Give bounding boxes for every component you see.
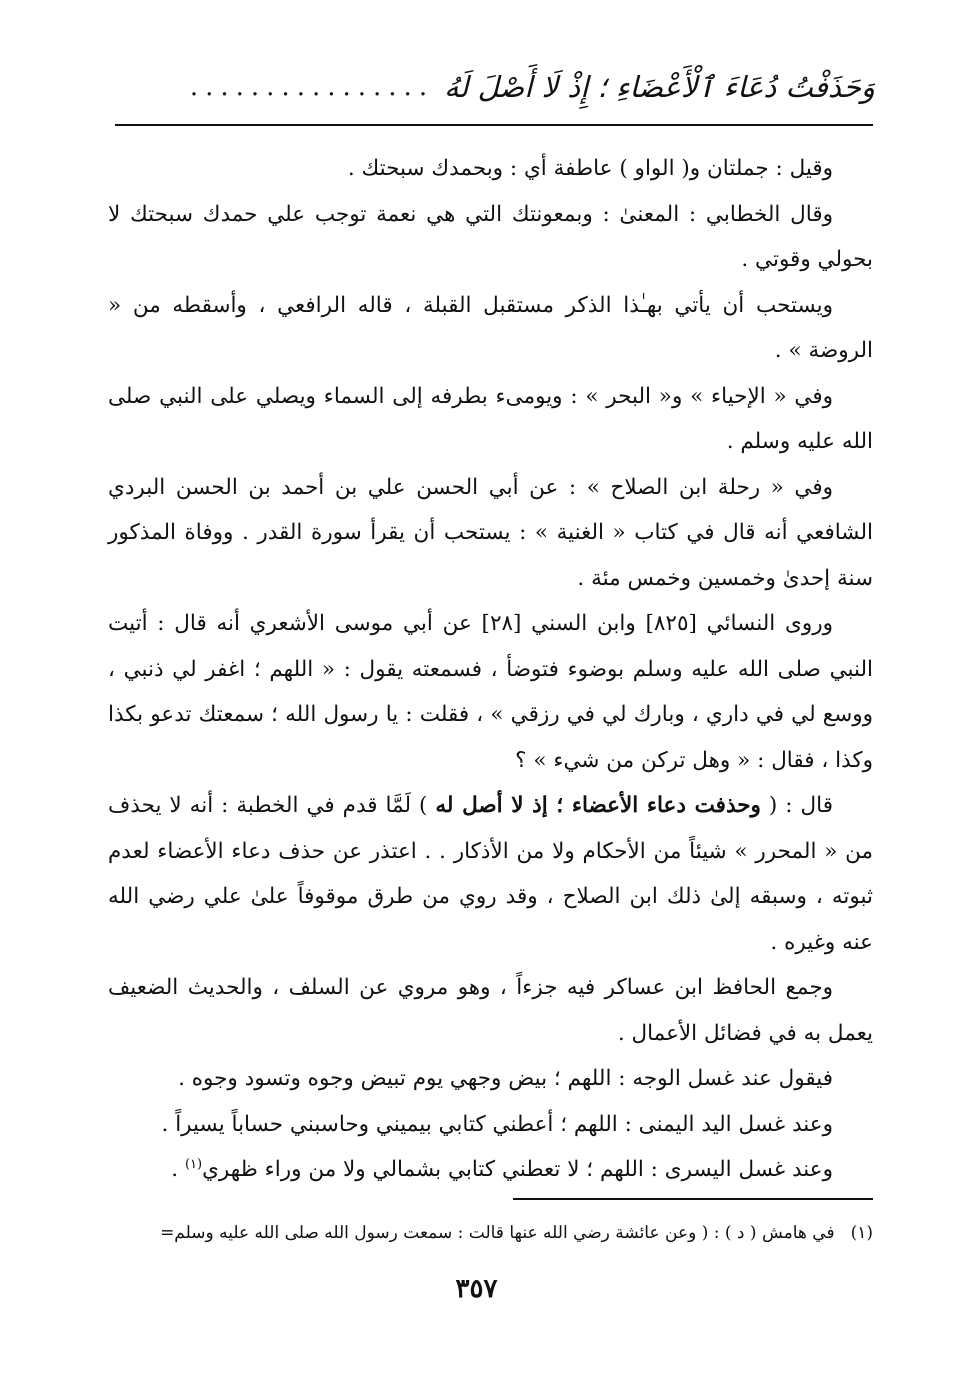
paragraph-8: وجمع الحافظ ابن عساكر فيه جزءاً ، وهو مروي عن السلف ، والحديث الضعيف يعمل به في فضائل الأعمال . — [108, 975, 873, 1046]
paragraph-4: وفي « الإحياء » و« البحر » : ويومىء بطرفه إلى السماء ويصلي على النبي صلى الله عليه وسلم . — [108, 383, 873, 454]
paragraph-3: ويستحب أن يأتي بهـٰذا الذكر مستقبل القبلة ، قاله الرافعي ، وأسقطه من « الروضة » . — [108, 292, 873, 363]
footnote — [83, 1220, 873, 1246]
footnote-ref[interactable]: (١) — [184, 1156, 203, 1172]
dua-left-end: . — [171, 1157, 185, 1182]
matn-quote: وحذفت دعاء الأعضاء ؛ إذ لا أصل له — [435, 793, 761, 818]
paragraph-7 — [108, 783, 873, 965]
paragraph-5: وفي « رحلة ابن الصلاح » : عن أبي الحسن علي بن أحمد بن الحسن البردي الشافعي أنه قال في كتاب « الغنية » : يستحب أن يقرأ سورة القدر . ووفاة المذكور سنة إحدىٰ وخمسين وخمس مئة . — [108, 474, 873, 591]
header-rule — [115, 124, 873, 126]
page-number: ٣٥٧ — [455, 1274, 498, 1304]
header-title: وَحَذَفْتُ دُعَاءَ ٱلْأَعْضَاءِ ؛ إِذْ لَا أَصْلَ لَهُ — [444, 70, 875, 104]
para7-rest: ) لَمَّا قدم في الخطبة : أنه لا يحذف من « المحرر » شيئاً من الأحكام ولا من الأذكار . . اعتذر عن حذف دعاء الأعضاء لعدم ثبوته ، وسبقه إلىٰ ذلك ابن الصلاح ، وقد روي من طرق موقوفاً علىٰ علي رضي الله عنه وغيره . — [108, 793, 873, 955]
dua-left-hand — [108, 1147, 833, 1193]
footnote-number: (١) — [850, 1223, 873, 1243]
paragraph-1: وقيل : جملتان و( الواو ) عاطفة أي : وبحمدك سبحتك . — [347, 156, 833, 181]
dua-left-text: وعند غسل اليسرى : اللهم ؛ لا تعطني كتابي بشمالي ولا من وراء ظهري — [202, 1157, 833, 1182]
running-header — [105, 62, 875, 112]
paragraph-6: وروى النسائي [٨٢٥] وابن السني [٢٨] عن أبي موسى الأشعري أنه قال : أتيت النبي صلى الله عليه وسلم بوضوء فتوضأ ، فسمعته يقول : « اللهم ؛ اغفر لي ذنبي ، ووسع لي في داري ، وبارك لي في رزقي » ، فقلت : يا رسول الله ؛ سمعتك تدعو بكذا وكذا ، فقال : « وهل تركن من شيء » ؟ — [108, 611, 873, 773]
footnote-text: في هامش ( د ) : ( وعن عائشة رضي الله عنها قالت : سمعت رسول الله صلى الله عليه وسلم= — [160, 1223, 835, 1243]
para7-lead: قال : ( — [760, 793, 833, 818]
commentary-body — [108, 146, 873, 1193]
footnote-rule — [513, 1198, 873, 1200]
header-leader-dots: ................ — [189, 72, 435, 102]
dua-face: فيقول عند غسل الوجه : اللهم ؛ بيض وجهي يوم تبيض وجوه وتسود وجوه . — [178, 1066, 833, 1091]
dua-right-hand: وعند غسل اليد اليمنى : اللهم ؛ أعطني كتابي بيميني وحاسبني حساباً يسيراً . — [161, 1111, 833, 1137]
paragraph-2: وقال الخطابي : المعنىٰ : وبمعونتك التي هي نعمة توجب علي حمدك سبحتك لا بحولي وقوتي . — [108, 201, 873, 272]
